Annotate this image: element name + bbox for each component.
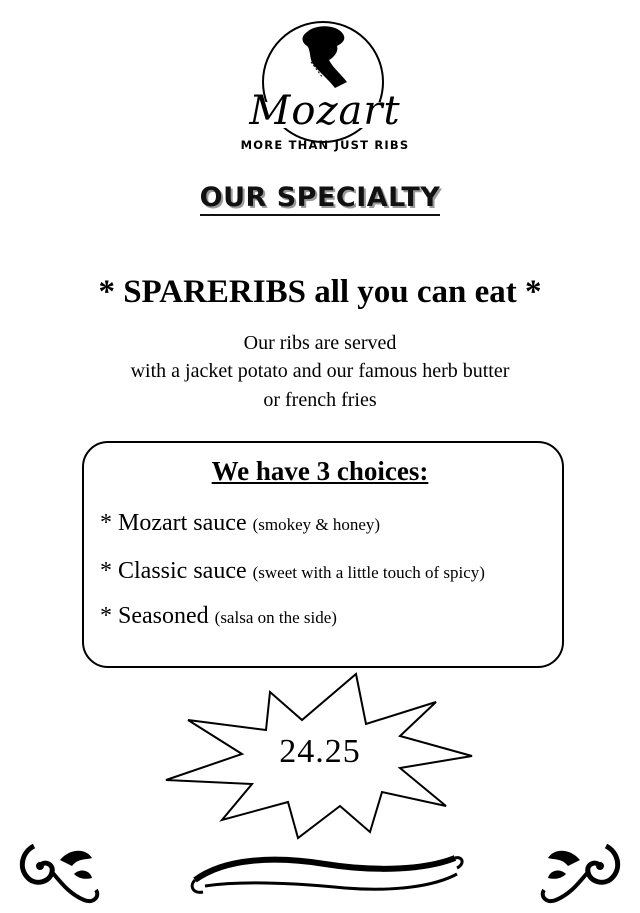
choice-item-classic: [100, 558, 485, 585]
specialty-heading-text: OUR SPECIALTY: [200, 182, 441, 216]
floral-ornament-right-icon: [536, 838, 626, 908]
swirl-ornament-icon: [185, 850, 465, 900]
choice-detail: (smokey & honey): [252, 515, 381, 534]
description-line-2: with a jacket potato and our famous herb butter: [130, 360, 510, 382]
logo-wordmark: Mozart: [249, 88, 401, 134]
choice-name: * Mozart sauce: [100, 510, 247, 536]
spareribs-headline: * SPARERIBS all you can eat *: [98, 274, 542, 310]
choice-item-seasoned: [100, 603, 337, 630]
specialty-heading: [0, 182, 640, 213]
choice-detail: (salsa on the side): [214, 608, 337, 627]
choices-title: We have 3 choices:: [211, 456, 429, 486]
description-line-3: or french fries: [263, 389, 377, 411]
description-line-1: Our ribs are served: [243, 332, 397, 354]
choice-name: * Classic sauce: [100, 558, 247, 584]
floral-ornament-left-icon: [14, 838, 104, 908]
price: 24.25: [279, 733, 361, 770]
choice-name: * Seasoned: [100, 603, 209, 629]
mozart-logo: [215, 18, 435, 163]
choice-detail: (sweet with a little touch of spicy): [252, 563, 485, 582]
logo-tagline: MORE THAN JUST RIBS: [240, 138, 410, 152]
choice-item-mozart: [100, 510, 380, 537]
